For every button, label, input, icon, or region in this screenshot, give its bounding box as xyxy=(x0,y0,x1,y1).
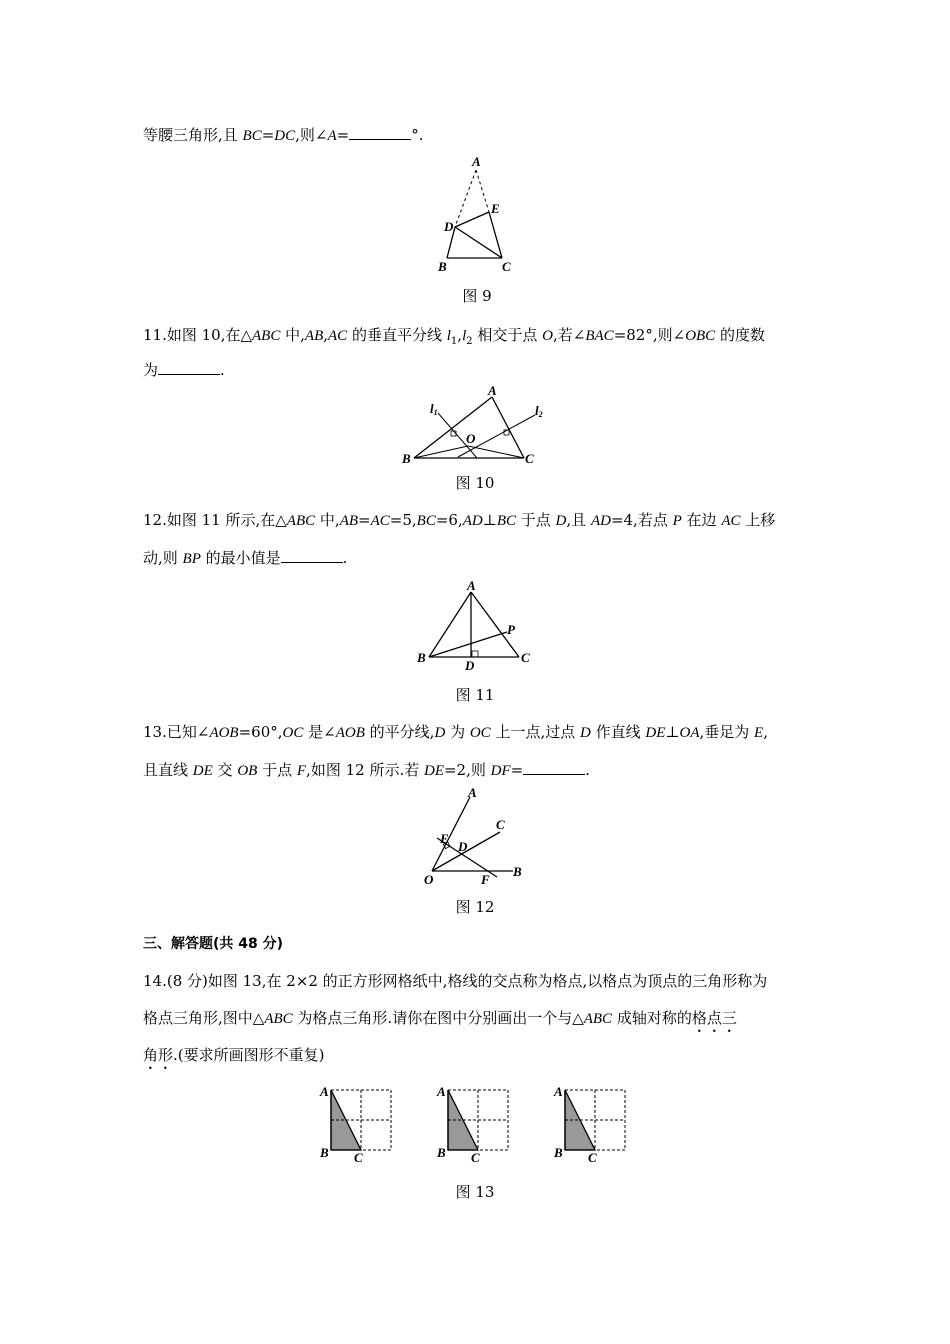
figure-13-grid-2 xyxy=(435,1080,525,1165)
figure-13-grid-3 xyxy=(552,1080,642,1165)
label-l1: l1 xyxy=(430,401,438,417)
label-l2: l2 xyxy=(535,403,543,419)
label-C: C xyxy=(588,1150,597,1165)
label-C: C xyxy=(471,1150,480,1165)
q12-text-line2: 动,则 BP 的最小值是 . xyxy=(143,549,348,567)
label-B: B xyxy=(437,1145,446,1160)
q14-text: 14.(8 分)如图 13,在 2×2 的正方形网格纸中,格线的交点称为格点,以格点为顶点的三角形称为 xyxy=(143,972,768,990)
figure-13-grid-1 xyxy=(318,1080,408,1165)
q10-text: 等腰三角形,且 BC=DC,则∠A= °. xyxy=(143,126,424,144)
caption-fig11: 图 11 xyxy=(455,686,495,704)
label-O: O xyxy=(466,431,476,446)
caption-fig9: 图 9 xyxy=(462,287,492,305)
figure-10 xyxy=(400,385,560,470)
label-F: F xyxy=(481,872,490,887)
figure-12 xyxy=(420,785,540,890)
figure-11 xyxy=(415,580,545,675)
q12-text: 12.如图 11 所示,在△ABC 中,AB=AC=5,BC=6,AD⊥BC 于点 D,且 AD=4,若点 P 在边 AC 上移 xyxy=(143,511,776,529)
label-A: A xyxy=(468,785,477,800)
label-B: B xyxy=(513,864,522,879)
section-heading: 三、解答题(共 48 分) xyxy=(143,936,284,952)
caption-fig12: 图 12 xyxy=(455,898,495,916)
answer-blank[interactable] xyxy=(281,548,343,563)
label-B: B xyxy=(438,259,447,274)
q13-text: 13.已知∠AOB=60°,OC 是∠AOB 的平分线,D 为 OC 上一点,过点 D 作直线 DE⊥OA,垂足为 E, xyxy=(143,723,768,741)
caption-fig13: 图 13 xyxy=(455,1183,495,1201)
caption-fig10: 图 10 xyxy=(455,474,495,492)
label-B: B xyxy=(417,650,426,665)
label-C: C xyxy=(354,1150,363,1165)
label-A: A xyxy=(437,1084,446,1099)
label-D: D xyxy=(458,839,468,854)
figure-9 xyxy=(430,155,530,275)
label-A: A xyxy=(472,154,481,169)
label-E: E xyxy=(440,831,449,846)
q13-text-line2: 且直线 DE 交 OB 于点 F,如图 12 所示.若 DE=2,则 DF= . xyxy=(143,761,590,779)
label-C: C xyxy=(521,650,530,665)
label-A: A xyxy=(467,578,476,593)
label-A: A xyxy=(554,1084,563,1099)
label-B: B xyxy=(320,1145,329,1160)
label-P: P xyxy=(507,622,515,637)
q11-text-line2: 为 . xyxy=(143,361,225,379)
label-C: C xyxy=(525,451,534,466)
label-B: B xyxy=(402,451,411,466)
label-A: A xyxy=(320,1084,329,1099)
answer-blank[interactable] xyxy=(523,760,585,775)
label-E: E xyxy=(491,201,500,216)
label-D: D xyxy=(444,219,454,234)
q14-text-line3: 角形.(要求所画图形不重复) xyxy=(143,1046,325,1064)
label-D: D xyxy=(465,658,475,673)
q14-text-line2: 格点三角形,图中△ABC 为格点三角形.请你在图中分别画出一个与△ABC 成轴对称的格点三 xyxy=(143,1009,737,1027)
label-B: B xyxy=(554,1145,563,1160)
answer-blank[interactable] xyxy=(158,360,220,375)
answer-blank[interactable] xyxy=(349,125,411,140)
label-O: O xyxy=(424,872,434,887)
label-A: A xyxy=(488,383,497,398)
q11-text: 11.如图 10,在△ABC 中,AB,AC 的垂直平分线 $l_1,l_2$ 相交于点 O,若∠BAC=82°,则∠OBC 的度数 xyxy=(143,326,765,347)
label-C: C xyxy=(502,259,511,274)
label-C: C xyxy=(496,817,505,832)
